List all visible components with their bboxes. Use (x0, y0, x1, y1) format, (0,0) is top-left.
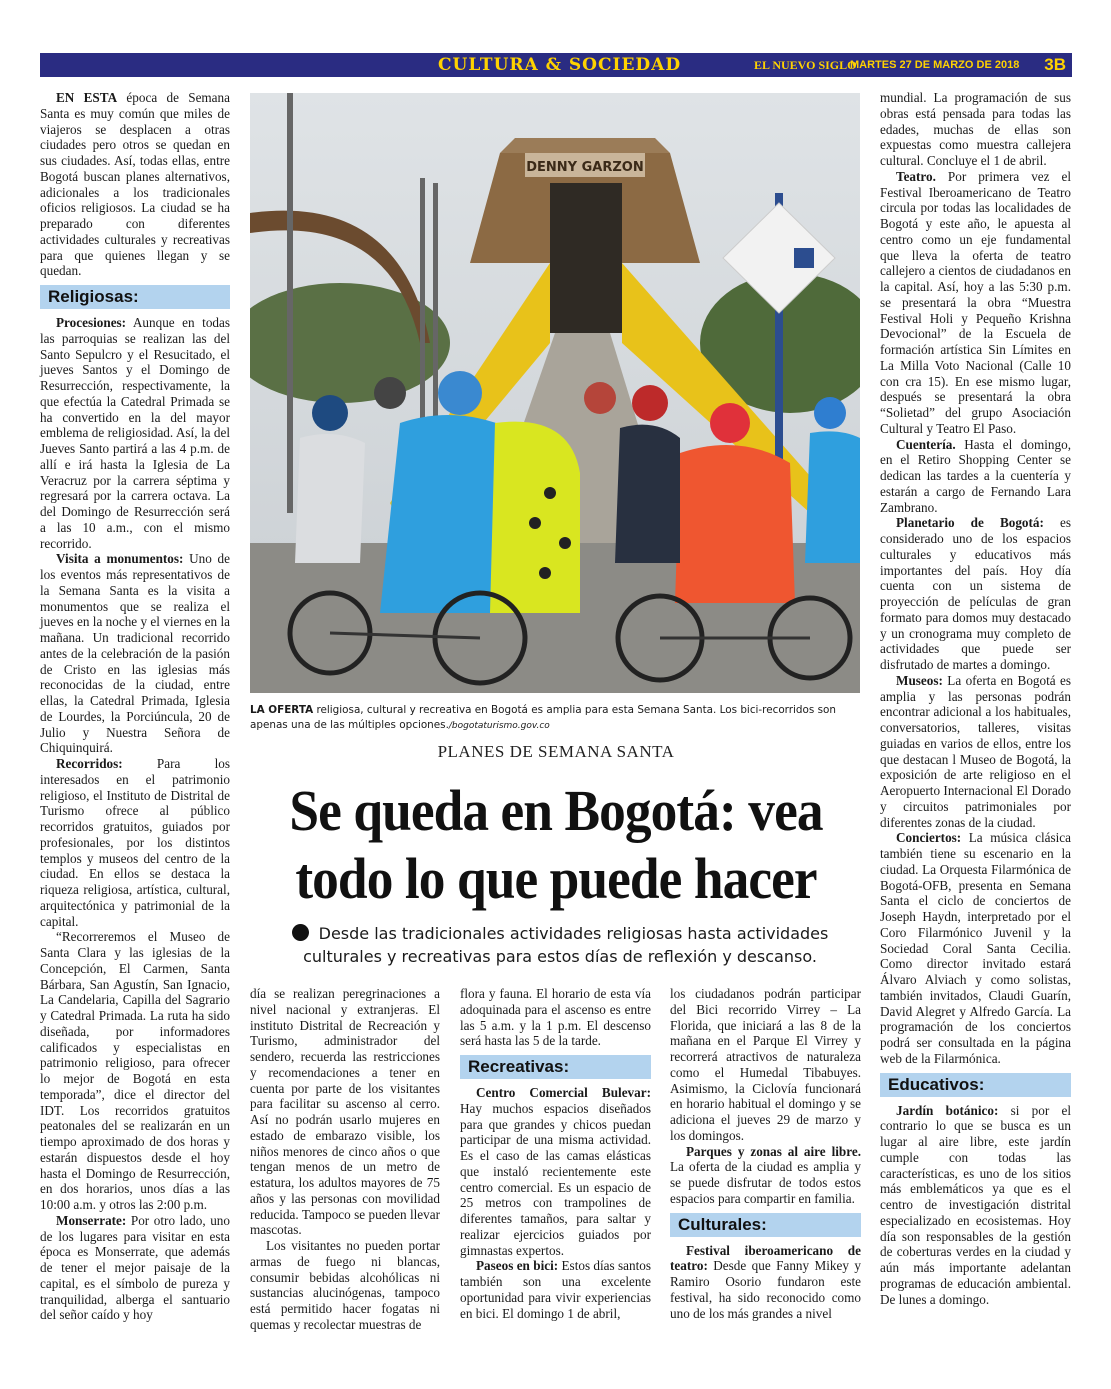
section-bar-religiosas: Religiosas: (40, 285, 230, 309)
paragraph-lead: Museos: (896, 672, 943, 688)
column-2 (250, 986, 440, 1333)
issue-date: MARTES 27 DE MARZO DE 2018 (850, 59, 1020, 71)
paragraph: mundial. La programación de sus obras está pensada para todas las edades, muchas de ellas son expuestas como muestra callejera cultural. Concluye el 1 de abril. (880, 90, 1071, 168)
section-bar-culturales: Culturales: (670, 1213, 861, 1237)
paragraph: Monserrate: Por otro lado, uno de los lugares para visitar en esta época es Monserrate, que además de tener el mejor paisaje de la capital, es el símbolo de pureza y tranquilidad, alberga el santuario del señor caído y hoy (40, 1212, 230, 1323)
paragraph-lead: Parques y zonas al aire libre. (686, 1143, 861, 1159)
paragraph-lead: Visita a monumentos: (56, 551, 184, 567)
paragraph: día se realizan peregrinaciones a nivel nacional y extranjeras. El instituto Distrital de Recreación y Turismo, administrador del sendero, recuerda las restricciones y recomendaciones a tener en cuenta por parte de los visitantes para facilitar su ascenso al cerro. Así no podrán usarlo mujeres en estado de embarazo visible, los niños menores de cinco años o que tengan menos de un metro de estatura, los adultos mayores de 75 años y las personas con movilidad reducida. Tampoco se pueden llevar mascotas. (250, 986, 440, 1238)
paragraph-lead: Jardín botánico: (896, 1102, 999, 1118)
paragraph: Centro Comercial Bulevar: Hay muchos espacios diseñados para que grandes y chicos puedan participar de una misma actividad. Es el caso de las camas elásticas que instaló recientemente este centro comercial. Es un espacio de 25 metros con trampolines de diferentes tamaños, para saltar y realizar ejercicios guiados por gimnastas expertos. (460, 1085, 651, 1258)
headline-line-1: Se queda en Bogotá: vea (289, 778, 823, 843)
paragraph-lead: Planetario de Bogotá: (896, 515, 1044, 531)
column-5 (880, 90, 1071, 1307)
headline-line-2: todo lo que puede hacer (295, 846, 817, 911)
paragraph-lead: Centro Comercial Bulevar: (476, 1085, 651, 1100)
article-headline (274, 777, 837, 913)
paragraph: flora y fauna. El horario de esta vía adoquinada para el ascenso es entre las 5 a.m. y la 1 p.m. El descenso será hasta las 5 de la tarde. (460, 986, 651, 1049)
section-header-band (40, 53, 1072, 77)
paragraph: “Recorreremos el Museo de Santa Clara y las iglesias de la Concepción, El Carmen, Santa Bárbara, San Agustín, San Ignacio, La Candelaria, Capilla del Sagrario y Catedral Primada. La ruta ha sido diseñada, por informadores calificados y especialistas en patrimonio religioso, para ofrecer lo mejor de Bogotá en esta temporada”, dice el director del IDT. Los recorridos gratuitos peatonales del se realizarán en un tiempo aproximado de dos horas y estarán dispuestos desde el hoy hasta el Domingo de Resurrección, en dos horarios, unos días a las 10:00 a.m. y otros las 2:00 p.m. (40, 929, 230, 1212)
paragraph-lead: Festival iberoamericano de teatro: (670, 1242, 861, 1274)
paragraph: Museos: La oferta en Bogotá es amplia y las personas podrán encontrar adicional a los habituales, conversatorios, talleres, visitas guiadas en varios de ellos, entre los que destacan l Museo de Bogotá, la exposición de arte religioso en el Aeropuerto Internacional El Dorado y circuitos patrimoniales por diferentes zonas de la ciudad. (880, 672, 1071, 830)
photo-illustration (250, 93, 860, 693)
paragraph: Jardín botánico: si por el contrario lo que se busca es un lugar al aire libre, este jardín cumple con todas las características, es uno de los sitios más emblemáticos ya que es el centro de investigación distrital especializado en ecosistemas. Hoy día son responsables de la gestión de coberturas verdes en la ciudad y aún más importante adelantan programas de educación ambiental. De lunes a domingo. (880, 1102, 1071, 1307)
paragraph: Festival iberoamericano de teatro: Desde que Fanny Mikey y Ramiro Osorio fundaron este festival, ha sido reconocido como uno de los más grandes a nivel (670, 1242, 861, 1321)
column-1 (40, 90, 230, 1323)
paragraph-lead: Monserrate: (56, 1212, 127, 1228)
section-title: CULTURA & SOCIEDAD (438, 55, 682, 75)
paragraph: Los visitantes no pueden portar armas de fuego ni blancas, consumir bebidas alcohólicas ni sustancias alucinógenas, tampoco está permitido hacer fogatas ni quemas y recolectar muestras de (250, 1238, 440, 1332)
paragraph: Visita a monumentos: Uno de los eventos más representativos de la Semana Santa es la visita a monumentos que se realiza el jueves en la noche y el viernes en la mañana. Un tradicional recorrido antes de la celebración de la pasión de Cristo en las iglesias más reconocidas de la ciudad, entre ellas, la Catedral Primada, Iglesia de Lourdes, la Porciúncula, 20 de Julio y Nuestra Señora de Chiquinquirá. (40, 551, 230, 756)
intro-lead: EN ESTA (56, 90, 118, 105)
bridge-sign: DENNY GARZON (526, 160, 644, 175)
section-bar-educativos: Educativos: (880, 1073, 1071, 1097)
paragraph: Recorridos: Para los interesados en el patrimonio religioso, el Instituto de Distrital de Turismo ofrece al público recorridos gratuitos, guiados por profesionales, por los distintos templos y museos del centro de la ciudad. En ellos se destaca la riqueza religiosa, artística, cultural, arquitectónica y patrimonial de la capital. (40, 756, 230, 929)
bike-tour-photo (250, 93, 860, 693)
paragraph: Planetario de Bogotá: es considerado uno de los espacios culturales y educativos más importantes del país. Hoy día cuenta con un sistema de proyección de películas de gran formato para domos muy destacado y un cronograma muy completo de actividades que puede ser disfrutado de martes a domingo. (880, 515, 1071, 672)
column-3 (460, 986, 651, 1321)
article-subhead: Desde las tradicionales actividades religiosas hasta actividades culturales y recreativas para estos días de reflexión y descanso. (270, 922, 850, 968)
paragraph-lead: Recorridos: (56, 756, 123, 771)
paragraph: Parques y zonas al aire libre. La oferta de la ciudad es amplia y se puede disfrutar de todos estos espacios para compartir en familia. (670, 1143, 861, 1206)
paragraph: Conciertos: La música clásica también tiene su escenario en la ciudad. La Orquesta Filarmónica de Bogotá-OFB, presenta en Semana Santa el ciclo de conciertos de Joseph Haydn, interpretado por el Coro Filarmónico Juvenil y la Sociedad Coral Santa Cecilia. Como director invitado estará Álvaro Alviach y como solistas, también invitados, Claudi Guarín, David Alegret y Alfredo García. La programación de los conciertos podrá ser consultada en la página web de la Filarmónica. (880, 830, 1071, 1066)
section-bar-recreativas: Recreativas: (460, 1055, 651, 1079)
paragraph-lead: Paseos en bici: (476, 1258, 559, 1274)
caption-lead: LA OFERTA (250, 704, 314, 716)
photo-caption: LA OFERTA religiosa, cultural y recreativa en Bogotá es amplia para esta Semana Santa. Los bici-recorridos son apenas una de las múltiples opciones./bogotaturismo.gov.co (250, 704, 836, 731)
publication-name: EL NUEVO SIGLO (754, 58, 857, 72)
paragraph: Teatro. Por primera vez el Festival Iberoamericano de Teatro circula por todas las localidades de Bogotá y este año, le apuesta al centro como un eje fundamental que lleva la oferta de teatro callejero a cientos de ciudadanos en la capital. Así, hoy a las 5:30 p.m. se presentará la obra “Muestra Festival Holi y Pequeño Krishna Devocional” de la Escuela de formación artística Sin Límites en La Milla Voto Nacional (Calle 10 con cra 15). En ese mismo lugar, después se presentará la obra “Solietad” del grupo Asociación Cultural y Teatro El Paso. (880, 168, 1071, 436)
paragraph: los ciudadanos podrán participar del Bici recorrido Virrey – La Florida, que iniciará a las 8 de la mañana en el Parque El Virrey y recorrerá atractivos de naturaleza como el Humedal Tibabuyes. Asimismo, la Ciclovía funcionará en horario habitual el domingo y se adiciona el jueves 29 de marzo y los domingos. (670, 986, 861, 1143)
paragraph: Paseos en bici: Estos días santos también son una excelente oportunidad para vivir experiencias en bici. El domingo 1 de abril, (460, 1258, 651, 1321)
paragraph-lead: Teatro. (896, 168, 936, 184)
paragraph-lead: Cuentería. (896, 436, 956, 452)
bullet-dot-icon (292, 924, 309, 941)
article-kicker: PLANES DE SEMANA SANTA (437, 742, 675, 761)
intro-paragraph: EN ESTA época de Semana Santa es muy común que miles de viajeros se desplacen a otras ciudades pero otros se quedan en sus ciudades. Así, todas ellas, entre Bogotá buscan planes alternativos, adicionales a los tradicionales oficios religiosos. La ciudad se ha preparado con diferentes actividades culturales y recreativas para que quienes llegan y se quedan. (40, 90, 230, 279)
paragraph-lead: Conciertos: (896, 830, 962, 846)
photo-credit: /bogotaturismo.gov.co (448, 721, 550, 731)
paragraph: Procesiones: Aunque en todas las parroquias se realizan las del Santo Sepulcro y el Resucitado, el jueves Santos y el Domingo de Resurrección, respectivamente, la que efectúa la Catedral Primada se ha convertido en la del mayor emblema de religiosidad. Así, la del Jueves Santo partirá a las 4 p.m. de allí e irá hasta la Iglesia de La Veracruz por la carrera séptima y regresará por la carrera octava. La del Domingo de Resurrección será a las 10 a.m., con el mismo recorrido. (40, 315, 230, 551)
column-4 (670, 986, 861, 1321)
paragraph: Cuentería. Hasta el domingo, en el Retiro Shopping Center se dedican las tardes a la cuentería y estarán a cargo de Fernando Lara Zambrano. (880, 436, 1071, 515)
paragraph-lead: Procesiones: (56, 315, 127, 330)
page-number: 3B (1044, 55, 1066, 74)
